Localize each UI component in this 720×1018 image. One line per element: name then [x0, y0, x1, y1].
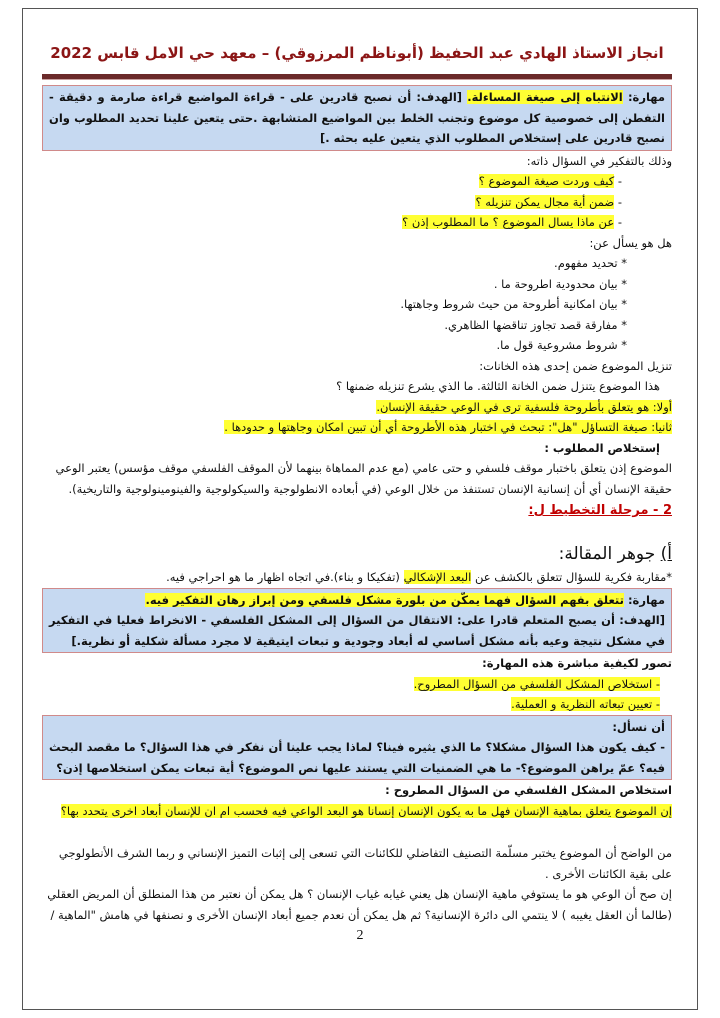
first-point: أولا: هو يتعلق بأطروحة فلسفية ترى في الوعي حقيقة الإنسان.	[376, 399, 672, 414]
stage2-heading: 2 - مرحلة التخطيط ل:	[528, 503, 672, 518]
extract-heading: إستخلاص المطلوب :	[544, 440, 660, 455]
page-number: 2	[356, 928, 364, 943]
skill-box-1	[42, 85, 672, 151]
asks-item: * مفارقة قصد تجاوز تناقضها الظاهري.	[444, 317, 627, 332]
approach-heading: تصور لكيفية مباشرة هذه المهارة:	[482, 656, 672, 670]
document-page	[42, 40, 672, 925]
question-item: - كيف وردت صيغة الموضوع ؟	[478, 174, 622, 188]
question-item: - عن ماذا يسال الموضوع ؟ ما المطلوب إذن ؟	[402, 215, 622, 229]
approach-item: - استخلاص المشكل الفلسفي من السؤال المطروح.	[413, 676, 660, 691]
title-rule	[42, 74, 672, 80]
page-title: انجاز الاستاذ الهادي عبد الحفيظ (أبوناظم المرزوقي) – معهد حي الامل قابس 2022	[50, 44, 664, 62]
skill-name: تتعلق بفهم السؤال فهما يمكّن من بلورة مشكل فلسفي ومن إبراز رهان التفكير فيه.	[145, 592, 624, 607]
asks-item: * شروط مشروعية قول ما.	[496, 338, 627, 352]
problem-heading: استخلاص المشكل الفلسفي من السؤال المطروح :	[385, 783, 672, 797]
skill-label: مهارة:	[627, 90, 665, 104]
approach-text: *مقاربة فكرية للسؤال تتعلق بالكشف عن البعد الإشكالي (تفكيكا و بناء).في اتجاه اظهار ما هو احراجي فيه.	[166, 570, 672, 584]
paragraph: إن صح أن الوعي هو ما يستوفي ماهية الإنسان هل يعني غيابه غياب الإنسان ؟ هل يمكن أن نعتبر من هذا المنطلق أن المريض العقلي (طالما أن العقل يغيبه ) لا ينتمي الى دائرة الإنسانية؟ ثم هل يمكن أن نعدم جميع أبعاد الإنسان الأخرى و نصنفها في هامش "الماهية /	[47, 887, 672, 922]
approach-item: - تعيين تبعاته النظرية و العملية.	[511, 697, 660, 711]
skill-goal: [الهدف: أن نصبح قادرين على - قراءة المواضيع قراءة صارمة و دقيقة - التفطن إلى خصوصية كل موضوع وتجنب الخلط بين المواضيع المتشابهة .حتى يتعين علينا تحديد المطلوب وان نصبح قادرين على إستخلاص المطلوب الذي يتعين عليه بحثه .]	[49, 90, 665, 145]
asks-intro: هل هو يسأل عن:	[589, 235, 672, 250]
category-text: هذا الموضوع يتنزل ضمن الخانة الثالثة. ما الذي يشرع تنزيله ضمنها ؟	[336, 379, 660, 393]
extract-text: الموضوع إذن يتعلق باختبار موقف فلسفي و حتى عامي (مع عدم المماهاة بينهما لأن الموقف الفلسفي موقف مؤسس) يعتبر الوعي حقيقة الإنسان أي أن إنسانية الإنسان تستنفذ من خلال الوعي (في أبعاده الانطولوجية والسيكولوجية والفينومينولوجية والتاريخية).	[55, 461, 672, 496]
problem-text: إن الموضوع يتعلق بماهية الإنسان فهل ما به يكون الإنسان إنسانا هو البعد الواعي فيه فحسب ام ان للإنسان أبعاد اخرى يتحدد بها؟	[60, 803, 672, 818]
skill-name: الانتباه إلى صيغة المساءلة.	[467, 90, 623, 104]
section-a-heading: أ) جوهر المقالة:	[558, 544, 672, 564]
paragraph: من الواضح أن الموضوع يختبر مسلّمة التصنيف التفاضلي للكائنات التي تسعى إلى إثبات التميز الإنساني و ربما الشرف الأنطولوجي على بقية الكائنات الأخرى .	[58, 846, 672, 881]
question-item: - ضمن أية مجال يمكن تنزيله ؟	[475, 194, 622, 209]
asks-item: * تحديد مفهوم.	[554, 256, 627, 270]
skill-box-2: مهارة: تتعلق بفهم السؤال فهما يمكّن من بلورة مشكل فلسفي ومن إبراز رهان التفكير فيه. [الهدف: أن يصبح المتعلم قادرا على: الانتقال من السؤال إلى المشكل الفلسفي - الانخراط فعليا في التفكير في مشكل نتيجة وعيه بأنه مشكل أساسي له أبعاد وجودية و تبعات ايتيقية لا مجرد مسألة شكلية أو نظرية.]	[42, 588, 672, 654]
second-point: ثانيا: صيغة التساؤل "هل": تبحث في اختبار هذه الأطروحة أي أن تبين امكان وجاهتها و حدودها .	[224, 420, 672, 434]
questions-box: أن نسأل: - كيف يكون هذا السؤال مشكلا؟ ما الذي يثيره فينا؟ لماذا يجب علينا أن نفكر في هذا السؤال؟ ما مقصد البحث فيه؟ عمّ يراهن الموضوع؟- ما هي الضمنيات التي يستند عليها نص الموضوع؟ أية تبعات يمكن استخلاصها إذن؟	[42, 715, 672, 781]
asks-item: * بيان محدودية اطروحة ما .	[493, 276, 627, 291]
skill-goal: [الهدف: أن يصبح المتعلم قادرا على: الانتقال من السؤال إلى المشكل الفلسفي - الانخراط فعليا في التفكير في مشكل نتيجة وعيه بأنه مشكل أساسي له أبعاد وجودية و تبعات ايتيقية لا مجرد مسألة شكلية أو نظرية.]	[49, 613, 665, 648]
thinking-intro: وذلك بالتفكير في السؤال ذاته:	[526, 153, 672, 168]
category-intro: تنزيل الموضوع ضمن إحدى هذه الخانات:	[479, 358, 672, 373]
asks-item: * بيان امكانية أطروحة من حيث شروط وجاهتها.	[400, 297, 627, 311]
